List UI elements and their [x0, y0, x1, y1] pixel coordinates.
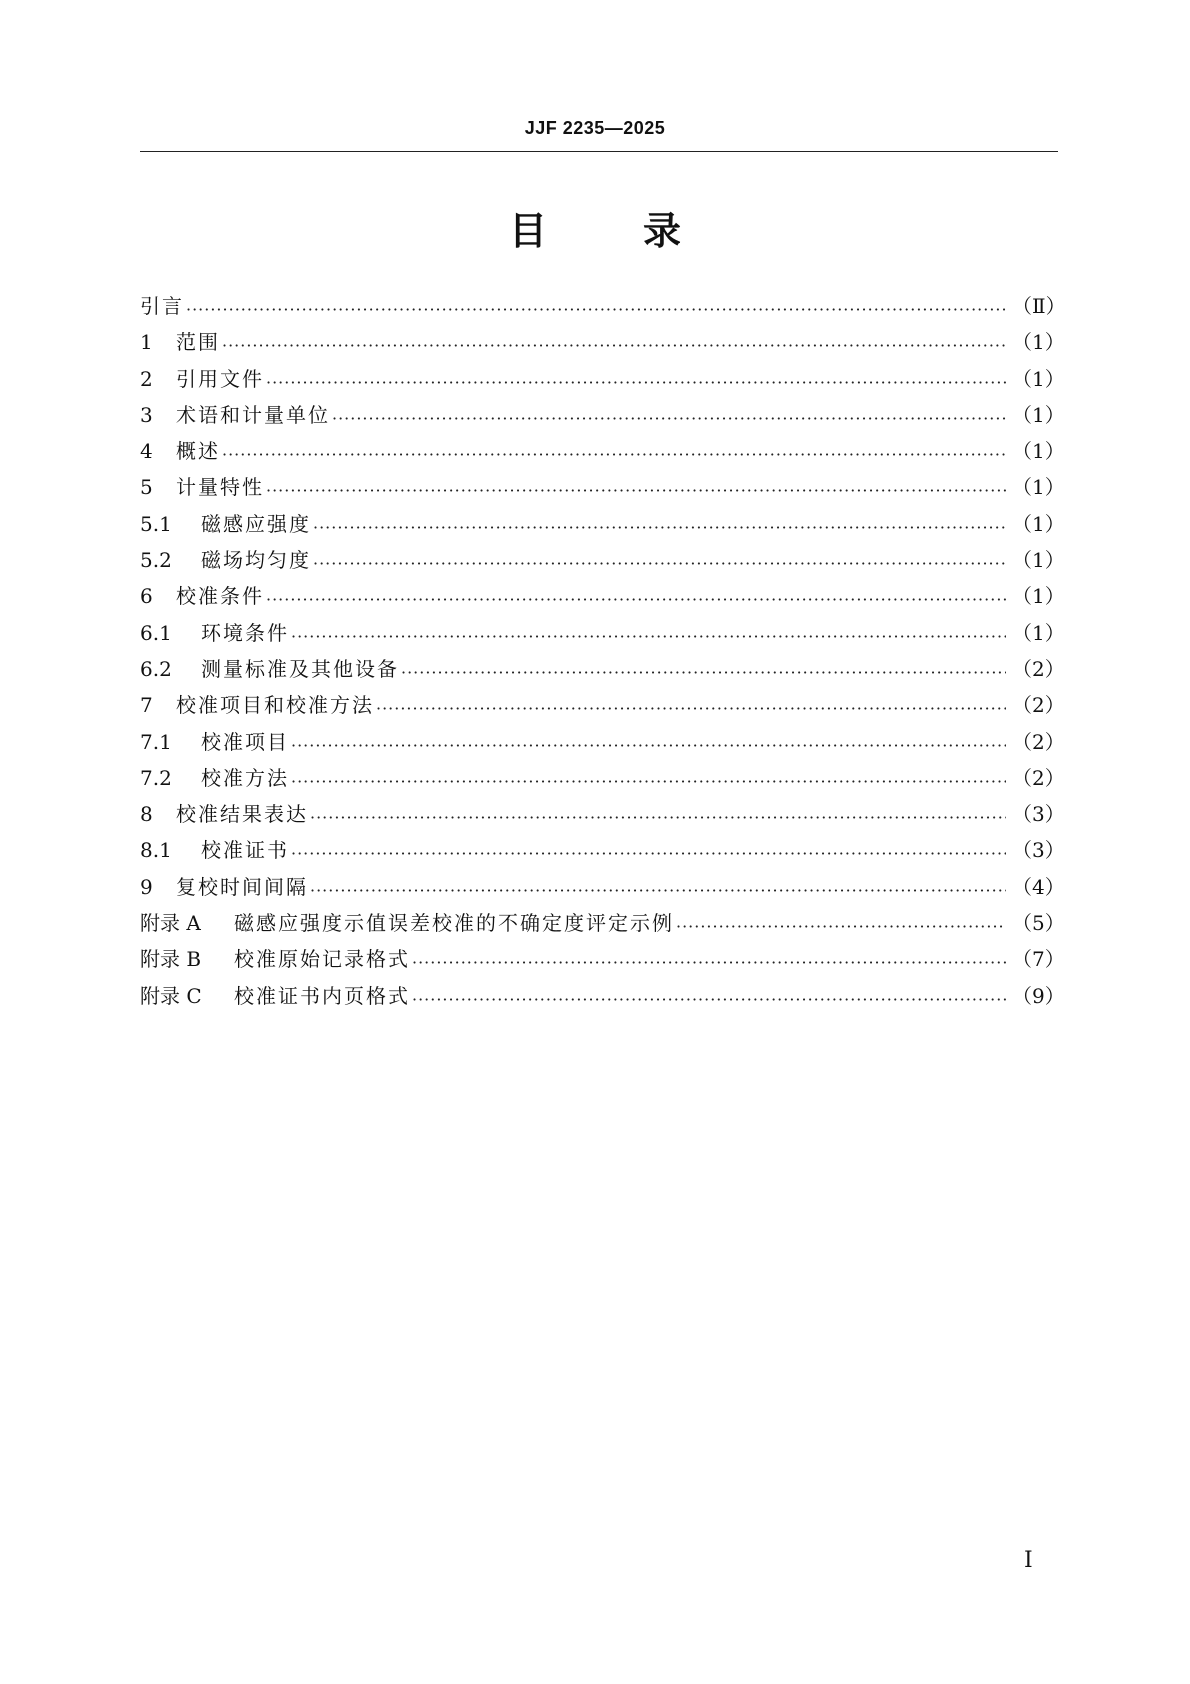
toc-entry[interactable]: [140, 907, 1065, 943]
toc-page: （1）: [1012, 402, 1065, 427]
toc-leader: [291, 623, 1006, 643]
toc-page: （1）: [1012, 511, 1065, 536]
toc-leader: [222, 441, 1006, 461]
toc-page: （4）: [1012, 874, 1065, 899]
toc-number: 2: [140, 366, 153, 391]
toc-label: 校准方法: [201, 765, 289, 790]
toc-label: 测量标准及其他设备: [201, 656, 399, 681]
toc-page: （3）: [1012, 802, 1065, 827]
toc-entry[interactable]: [140, 834, 1065, 870]
toc-page: （1）: [1012, 620, 1065, 645]
toc-label: 校准条件: [176, 584, 264, 609]
toc-label: 校准证书内页格式: [234, 983, 410, 1008]
toc-label: 引用文件: [176, 366, 264, 391]
toc-page: （9）: [1012, 983, 1065, 1008]
toc-page: （1）: [1012, 366, 1065, 391]
toc-entry[interactable]: [140, 544, 1065, 580]
toc-label: 校准结果表达: [176, 802, 308, 827]
toc-leader: [313, 514, 1006, 534]
title-char-2: 录: [643, 209, 682, 253]
toc-entry[interactable]: [140, 798, 1065, 834]
toc-label: 环境条件: [201, 620, 289, 645]
toc-label: 磁感应强度: [201, 511, 311, 536]
toc-page: （7）: [1012, 947, 1065, 972]
toc-entry[interactable]: [140, 726, 1065, 762]
toc-label: 校准项目: [201, 729, 289, 754]
toc-label: 计量特性: [176, 475, 264, 500]
toc-page: （2）: [1012, 765, 1065, 790]
toc-leader: [310, 877, 1006, 897]
toc-number: 附录 B: [140, 947, 202, 972]
toc-label: 引言: [140, 294, 184, 318]
toc-page: （2）: [1012, 656, 1065, 681]
toc-number: 8: [140, 802, 153, 827]
toc-leader: [376, 695, 1006, 715]
toc-number: 5: [140, 475, 153, 500]
toc-entry[interactable]: [140, 399, 1065, 435]
toc-number: 8.1: [140, 838, 172, 863]
toc-entry[interactable]: [140, 653, 1065, 689]
toc-entry[interactable]: [140, 435, 1065, 471]
toc-number: 5.1: [140, 511, 172, 536]
toc-leader: [291, 732, 1006, 752]
toc-label: 术语和计量单位: [176, 402, 330, 427]
toc-leader: [676, 913, 1006, 933]
header-rule: [140, 151, 1058, 152]
document-code-header: JJF 2235—2025: [524, 118, 666, 138]
toc-number: 7: [140, 693, 153, 718]
toc-leader: [412, 986, 1006, 1006]
title-char-1: 目: [508, 209, 547, 253]
toc-number: 6.2: [140, 656, 172, 681]
page-title: [0, 200, 1190, 255]
toc-entry[interactable]: [140, 689, 1065, 725]
toc-number: 6.1: [140, 620, 172, 645]
toc-page: （5）: [1012, 911, 1065, 936]
toc-page: （2）: [1012, 693, 1065, 718]
toc-leader: [332, 405, 1006, 425]
toc-page: （1）: [1012, 330, 1065, 355]
toc-page: （Ⅱ）: [1012, 294, 1066, 318]
toc-leader: [310, 804, 1006, 824]
toc-entry[interactable]: [140, 617, 1065, 653]
toc-label: 复校时间间隔: [176, 874, 308, 899]
toc-entry[interactable]: [140, 762, 1065, 798]
toc-leader: [266, 477, 1006, 497]
toc-label: 范围: [176, 330, 220, 355]
toc-entry[interactable]: [140, 871, 1065, 907]
toc-leader: [291, 768, 1006, 788]
toc-page: （1）: [1012, 584, 1065, 609]
toc-page: （1）: [1012, 475, 1065, 500]
toc-label: 校准项目和校准方法: [176, 693, 374, 718]
toc-entry[interactable]: [140, 363, 1065, 399]
toc-page: （3）: [1012, 838, 1065, 863]
toc-number: 7.1: [140, 729, 172, 754]
toc-label: 校准原始记录格式: [234, 947, 410, 972]
toc-label: 磁感应强度示值误差校准的不确定度评定示例: [234, 911, 674, 936]
toc-page: （2）: [1012, 729, 1065, 754]
toc-page: （1）: [1012, 439, 1065, 464]
toc-entry[interactable]: [140, 943, 1065, 979]
toc-number: 5.2: [140, 548, 172, 573]
toc-number: 9: [140, 874, 153, 899]
toc-leader: [291, 840, 1006, 860]
toc-number: 附录 C: [140, 983, 202, 1008]
toc-entry[interactable]: [140, 580, 1065, 616]
toc-number: 附录 A: [140, 911, 201, 936]
toc-entry[interactable]: [140, 508, 1065, 544]
toc-number: 7.2: [140, 765, 172, 790]
toc-number: 3: [140, 402, 153, 427]
toc-leader: [401, 659, 1006, 679]
toc-number: 6: [140, 584, 153, 609]
toc-entry[interactable]: [140, 326, 1065, 362]
toc-leader: [186, 296, 1006, 316]
toc-leader: [412, 949, 1006, 969]
toc-label: 校准证书: [201, 838, 289, 863]
toc-label: 磁场均匀度: [201, 548, 311, 573]
toc-entry[interactable]: [140, 471, 1065, 507]
table-of-contents: [140, 290, 1066, 1016]
toc-leader: [266, 586, 1006, 606]
toc-number: 1: [140, 330, 153, 355]
toc-leader: [313, 550, 1006, 570]
toc-label: 概述: [176, 439, 220, 464]
toc-entry[interactable]: [140, 290, 1066, 326]
toc-entry[interactable]: [140, 980, 1065, 1016]
toc-number: 4: [140, 439, 153, 464]
toc-page: （1）: [1012, 548, 1065, 573]
toc-leader: [222, 332, 1006, 352]
toc-leader: [266, 369, 1006, 389]
page-folio: Ⅰ: [1024, 1548, 1033, 1573]
